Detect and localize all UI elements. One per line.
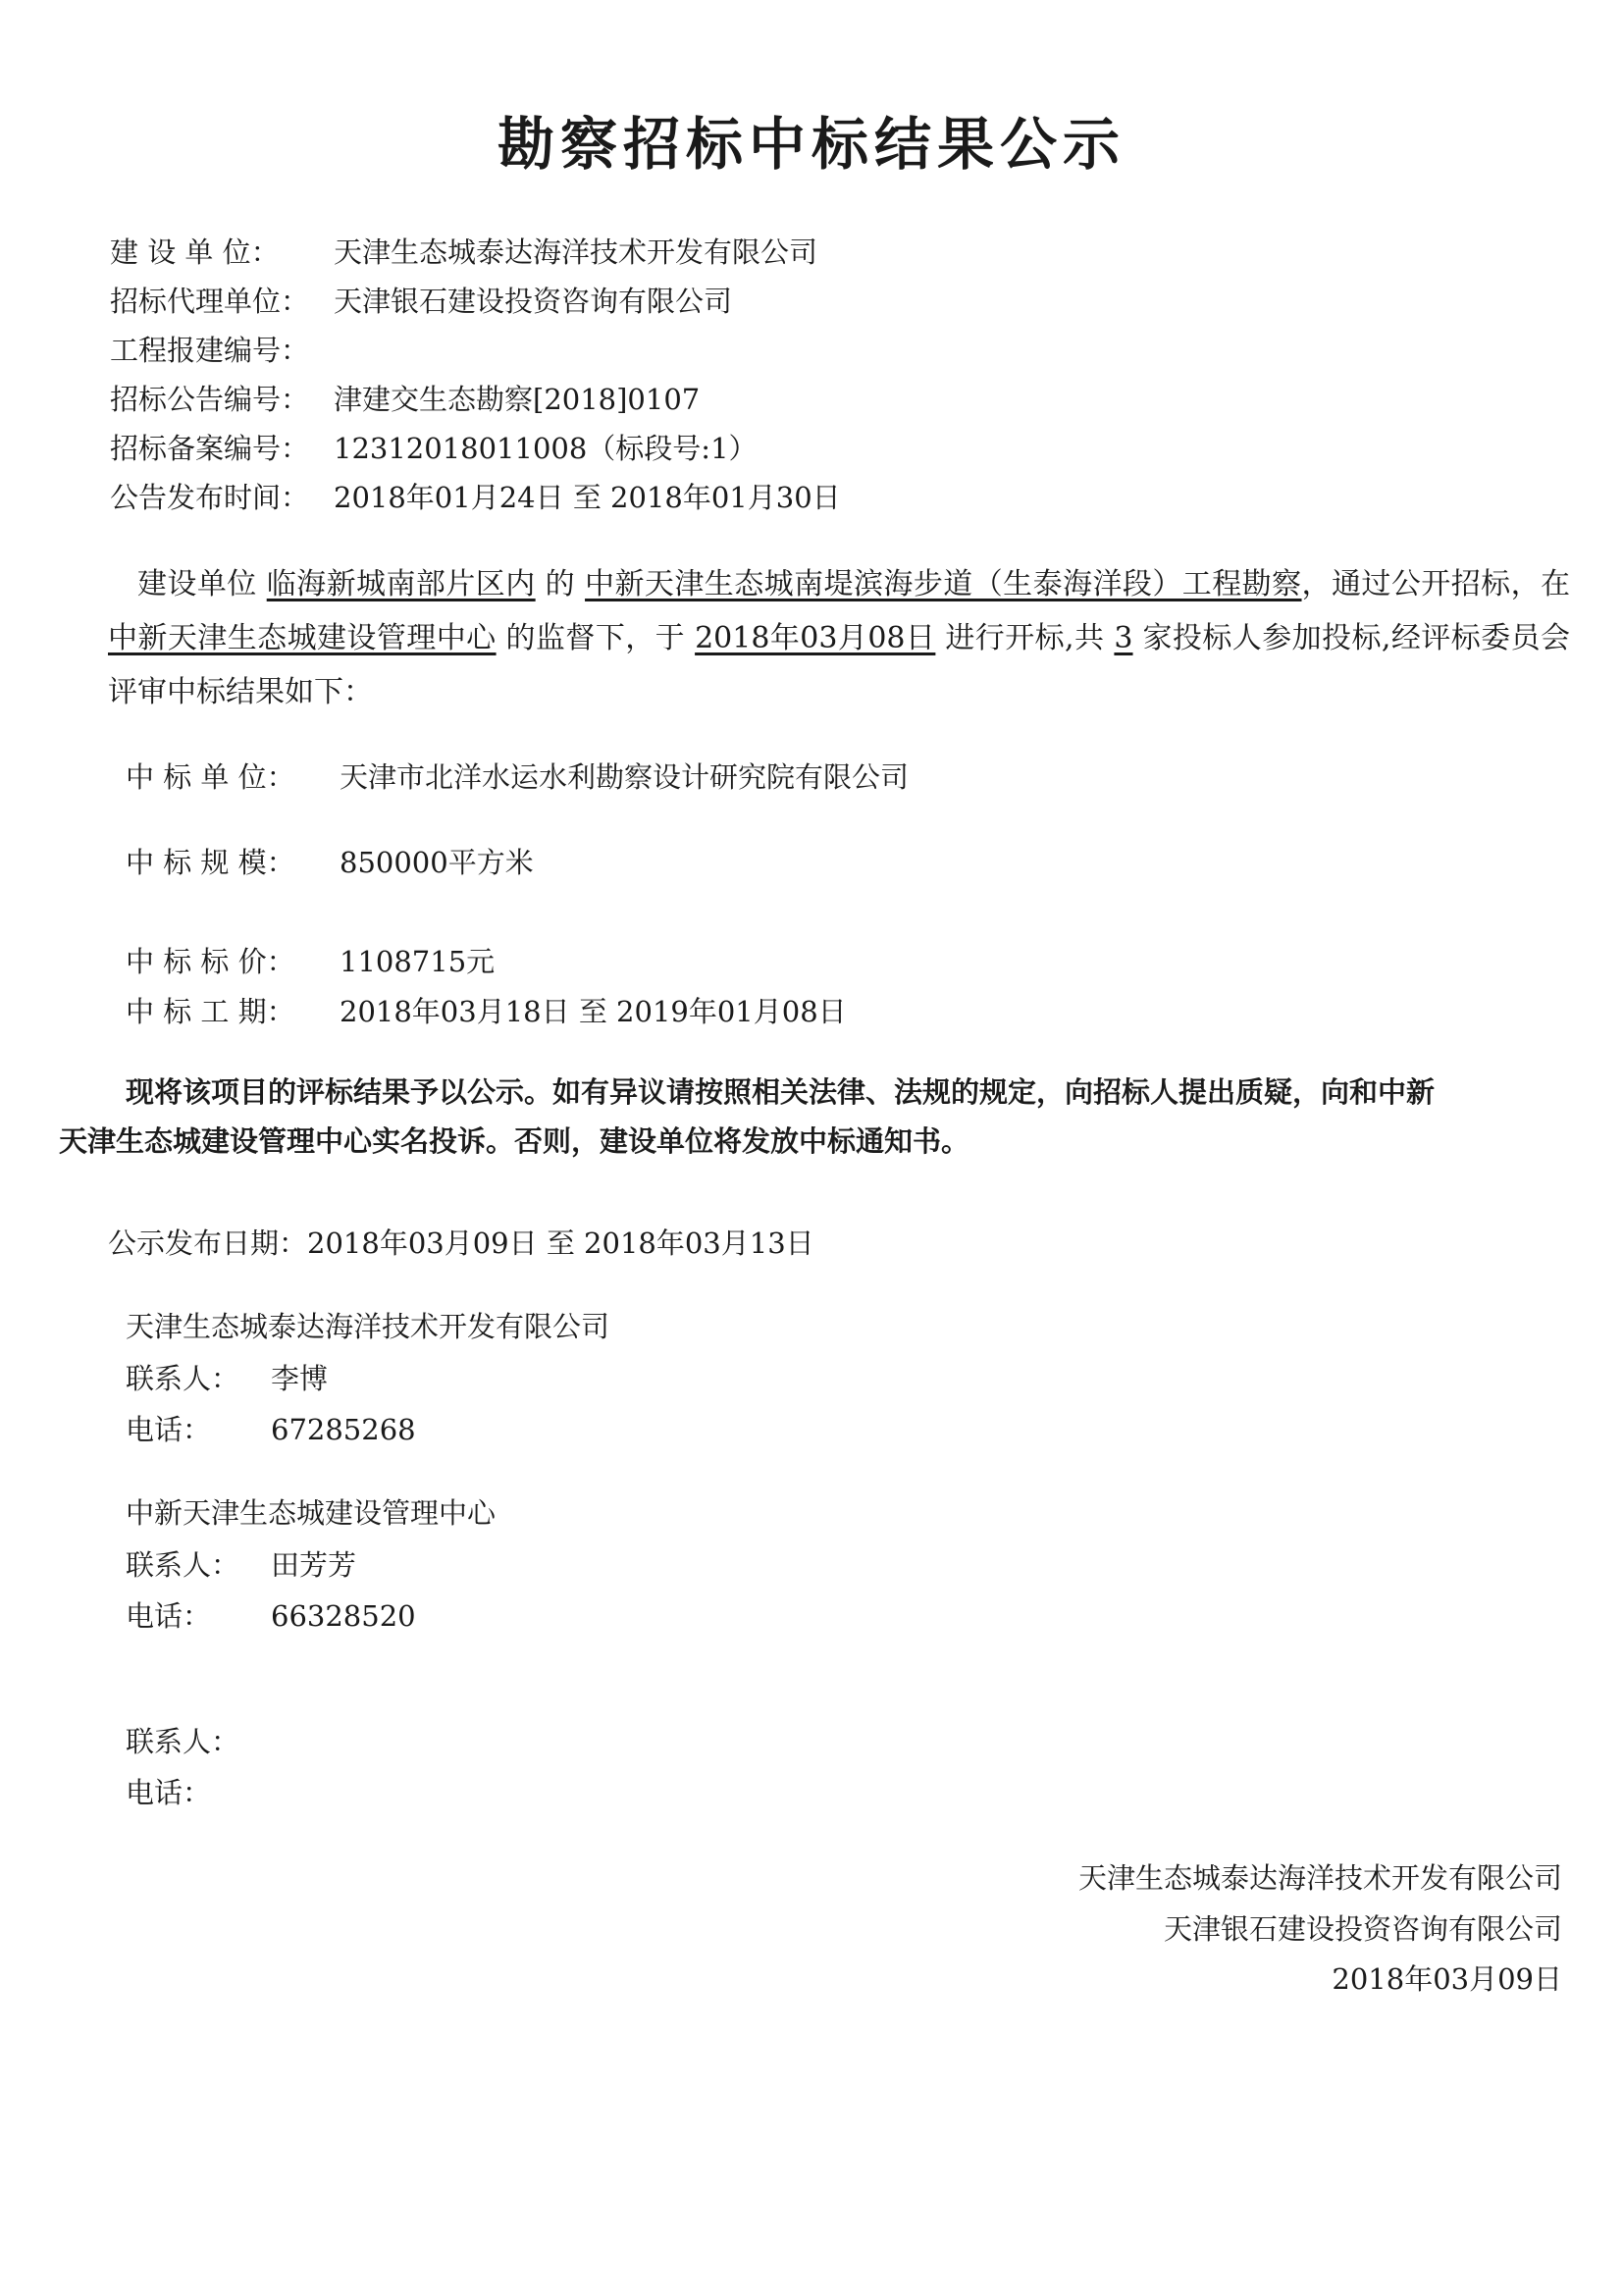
- text-fragment: ，通过公开招标，在: [1301, 567, 1571, 601]
- winner-label: 中 标 单 位：: [126, 760, 295, 794]
- result-paragraph: [108, 557, 1570, 719]
- contact-label: 联系人：: [126, 1548, 240, 1582]
- phone-number: 67285268: [271, 1413, 416, 1446]
- info-value: 12312018011008（标段号:1）: [334, 432, 758, 465]
- contact-person-row: [126, 1725, 271, 1759]
- winner-value: 2018年03月18日 至 2019年01月08日: [340, 995, 847, 1028]
- winner-row-price: [126, 945, 495, 979]
- winner-value: 1108715元: [340, 945, 496, 978]
- info-value: 天津生态城泰达海洋技术开发有限公司: [334, 235, 818, 269]
- info-row-agency: [110, 285, 732, 319]
- contact-name: 李博: [271, 1362, 329, 1395]
- winner-value: 850000平方米: [340, 846, 534, 879]
- contact-name: 田芳芳: [271, 1548, 357, 1582]
- contact-phone-row: [126, 1413, 416, 1447]
- info-label: 招标代理单位：: [110, 285, 310, 318]
- text-fragment: 的监督下，于: [496, 621, 696, 655]
- phone-label: 电话：: [126, 1413, 212, 1446]
- bidder-count: 3: [1114, 621, 1133, 655]
- phone-label: 电话：: [126, 1599, 212, 1633]
- contact-phone-row: [126, 1776, 271, 1810]
- info-row-filing-no: [110, 432, 758, 466]
- text-fragment: 进行开标,共: [935, 621, 1115, 655]
- info-label: 招标公告编号：: [110, 383, 310, 416]
- winner-row-scale: [126, 846, 534, 880]
- publish-label: 公示发布日期：: [108, 1226, 308, 1260]
- winner-label: 中 标 工 期：: [126, 995, 295, 1028]
- signature-date: 2018年03月09日: [1332, 1962, 1562, 1996]
- location-text: 临海新城南部片区内: [266, 567, 536, 601]
- phone-number: 66328520: [271, 1599, 416, 1633]
- open-date: 2018年03月08日: [695, 621, 936, 655]
- contact-person-row: [126, 1548, 356, 1583]
- info-value: 2018年01月24日 至 2018年01月30日: [334, 481, 841, 514]
- info-value: 天津银石建设投资咨询有限公司: [334, 285, 733, 318]
- project-name: 中新天津生态城南堤滨海步道（生泰海洋段）工程勘察: [585, 567, 1302, 601]
- info-row-registration-no: [110, 334, 334, 368]
- winner-label: 中 标 标 价：: [126, 945, 295, 978]
- info-row-construction-unit: [110, 235, 817, 270]
- winner-label: 中 标 规 模：: [126, 846, 295, 879]
- winner-row-unit: [126, 760, 909, 795]
- winner-row-period: [126, 995, 847, 1029]
- contact-label: 联系人：: [126, 1362, 240, 1395]
- contact-org: 天津生态城泰达海洋技术开发有限公司: [126, 1310, 610, 1343]
- info-row-announcement-no: [110, 383, 700, 417]
- text-fragment: 家投标人参加投标,经评标委员会评审中标结果如下：: [108, 621, 1571, 709]
- info-label: 公告发布时间：: [110, 481, 310, 514]
- info-label: 招标备案编号：: [110, 432, 310, 465]
- supervisor-name: 中新天津生态城建设管理中心: [108, 621, 497, 655]
- text-fragment: 建设单位: [137, 567, 267, 601]
- contact-person-row: [126, 1362, 328, 1396]
- contact-label: 联系人：: [126, 1725, 240, 1758]
- info-label: 工程报建编号：: [110, 334, 310, 367]
- text-fragment: 的: [535, 567, 586, 601]
- contact-phone-row: [126, 1599, 416, 1634]
- signature-org-1: 天津生态城泰达海洋技术开发有限公司: [1077, 1861, 1562, 1895]
- info-row-announcement-period: [110, 481, 841, 515]
- signature-org-2: 天津银石建设投资咨询有限公司: [1163, 1912, 1562, 1946]
- winner-value: 天津市北洋水运水利勘察设计研究院有限公司: [340, 760, 910, 794]
- phone-label: 电话：: [126, 1776, 212, 1809]
- objection-notice: 现将该项目的评标结果予以公示。如有异议请按照相关法律、法规的规定，向招标人提出质疑，向和中新天津生态城建设管理中心实名投诉。否则，建设单位将发放中标通知书。: [59, 1075, 1436, 1158]
- publish-period: [108, 1226, 814, 1261]
- contact-org: 中新天津生态城建设管理中心: [126, 1496, 497, 1530]
- info-label: 建 设 单 位：: [110, 235, 280, 269]
- publish-value: 2018年03月09日 至 2018年03月13日: [307, 1226, 814, 1260]
- info-value: 津建交生态勘察[2018]0107: [334, 383, 701, 416]
- page-title: 勘察招标中标结果公示: [497, 111, 1126, 178]
